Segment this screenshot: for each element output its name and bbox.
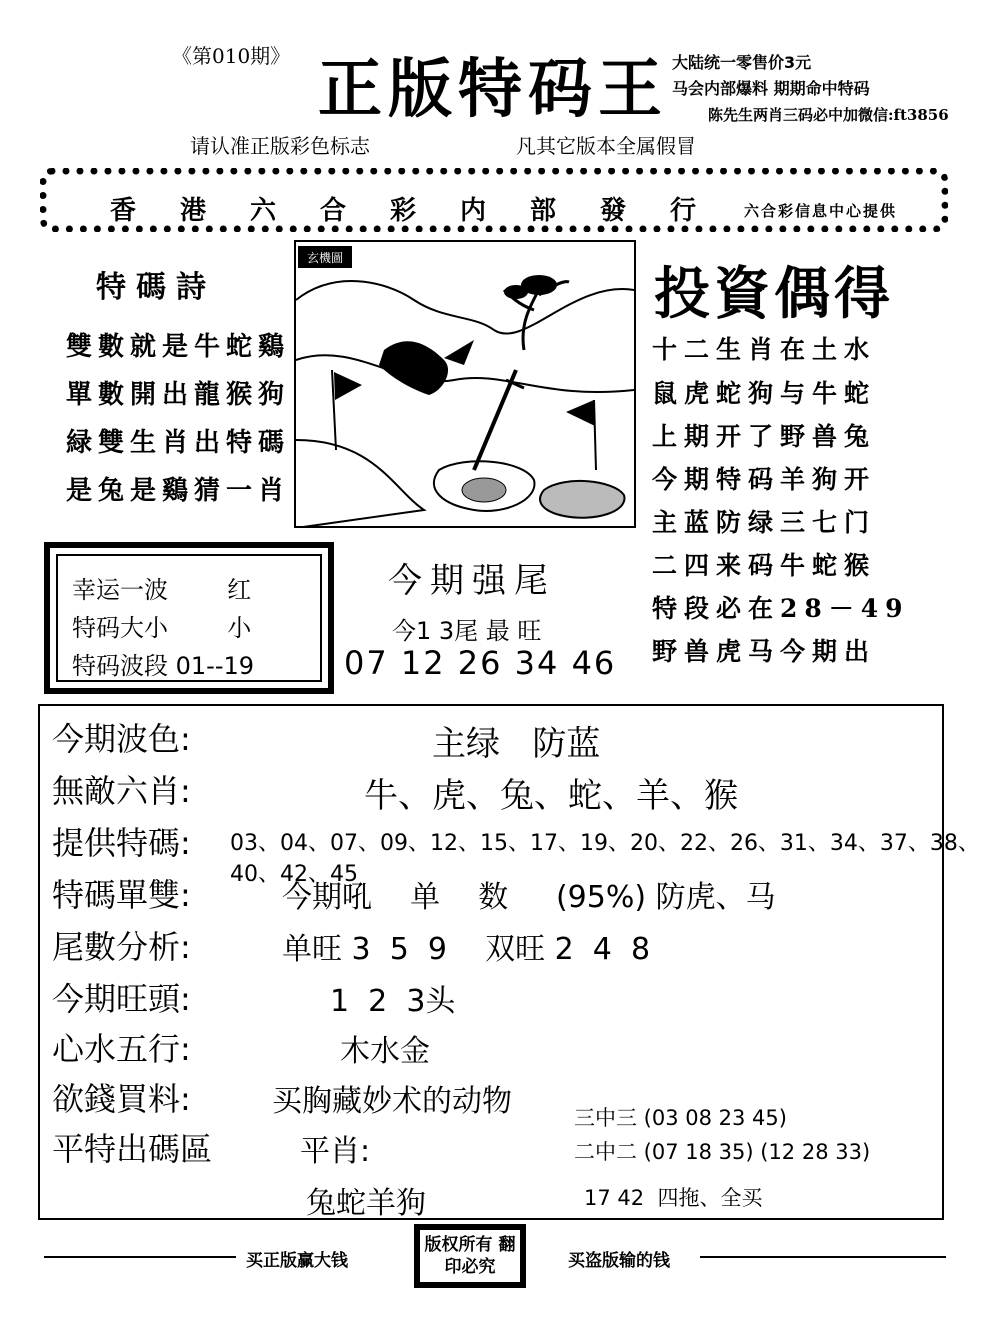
verse-line: 二四来码牛蛇猴 bbox=[652, 551, 877, 580]
flat-zodiac-label: 平肖: bbox=[300, 1134, 371, 1169]
poem-line: 單數開出龍猴狗 bbox=[66, 380, 291, 410]
strong-tail-title: 今期强尾 bbox=[388, 561, 556, 601]
six-zodiac-value: 牛、虎、兔、蛇、羊、猴 bbox=[364, 776, 738, 816]
wechat-contact: 陈先生两肖三码必中加微信:ft3856 bbox=[708, 106, 949, 124]
price-info bbox=[672, 50, 870, 102]
hot-head-label: 今期旺頭: bbox=[52, 980, 191, 1018]
footer-divider-right bbox=[700, 1256, 946, 1258]
verse-line: 鼠虎蛇狗与牛蛇 bbox=[652, 379, 877, 408]
odd-even-value: 今期吼 单 数 (95%) 防虎、马 bbox=[282, 880, 776, 915]
wave-color-label: 今期波色: bbox=[52, 720, 191, 758]
lucky-wave-value: 红 bbox=[227, 576, 252, 604]
banner-text: 香港六合彩内部發行 bbox=[110, 196, 741, 226]
poem-line: 是兔是鷄猜一肖 bbox=[66, 476, 291, 506]
codes-label: 提供特碼: bbox=[52, 824, 191, 862]
tail-analysis-label: 尾數分析: bbox=[52, 928, 191, 966]
drag-combo: 17 42 四拖、全买 bbox=[584, 1186, 763, 1210]
lucky-wave-row bbox=[72, 570, 251, 605]
lucky-wave-label: 幸运一波 bbox=[72, 576, 168, 604]
strong-tail-subtitle: 今1 3尾 最 旺 bbox=[392, 617, 542, 645]
poem-title: 特碼詩 bbox=[96, 270, 216, 305]
mystery-illustration bbox=[294, 240, 636, 528]
footer-slogan-right: 买盗版输的钱 bbox=[568, 1251, 670, 1271]
five-elements-label: 心水五行: bbox=[52, 1030, 191, 1068]
verse-line: 十二生肖在土水 bbox=[652, 335, 877, 364]
banner-source: 六合彩信息中心提供 bbox=[744, 202, 898, 220]
copyright-text: 版权所有 翻印必究 bbox=[424, 1235, 516, 1277]
hot-head-value: 1 2 3头 bbox=[330, 984, 456, 1019]
six-zodiac-label: 無敵六肖: bbox=[52, 772, 191, 810]
poem-line: 緑雙生肖出特碼 bbox=[66, 428, 291, 458]
buy-info-value: 买胸藏妙术的动物 bbox=[272, 1084, 512, 1119]
lucky-size-row bbox=[72, 608, 251, 643]
page-title: 正版特码王 bbox=[318, 52, 668, 127]
buy-info-label: 欲錢買料: bbox=[52, 1080, 191, 1118]
lucky-size-value: 小 bbox=[227, 614, 252, 642]
illustration-label: 玄機圖 bbox=[306, 251, 344, 265]
two-of-two: 二中二 (07 18 35) (12 28 33) bbox=[574, 1140, 871, 1164]
odd-even-label: 特碼單雙: bbox=[52, 876, 191, 914]
codes-value: 03、04、07、09、12、15、17、19、20、22、26、31、34、37、38、40、42、45 bbox=[230, 831, 980, 887]
footer-slogan-left: 买正版赢大钱 bbox=[246, 1251, 348, 1271]
footer-divider-left bbox=[44, 1256, 236, 1258]
slogan-line: 马会内部爆料 期期命中特码 bbox=[672, 79, 870, 98]
five-elements-value: 木水金 bbox=[340, 1034, 430, 1069]
authenticity-note-left: 请认准正版彩色标志 bbox=[190, 134, 370, 158]
issue-number: 《第010期》 bbox=[172, 44, 291, 68]
verse-line: 特段必在28－49 bbox=[652, 594, 910, 623]
authenticity-note-right: 凡其它版本全属假冒 bbox=[516, 134, 696, 158]
lucky-size-label: 特码大小 bbox=[72, 614, 168, 642]
lucky-range-value: 01--19 bbox=[175, 652, 255, 680]
flat-zodiac-value: 兔蛇羊狗 bbox=[306, 1186, 426, 1221]
tail-analysis-value: 单旺 3 5 9 双旺 2 4 8 bbox=[282, 932, 651, 967]
verse-line: 主蓝防绿三七门 bbox=[652, 508, 877, 537]
lucky-range-label: 特码波段 bbox=[72, 652, 168, 680]
verse-line: 上期开了野兽兔 bbox=[652, 422, 877, 451]
verse-line: 野兽虎马今期出 bbox=[652, 637, 877, 666]
investment-title: 投資偶得 bbox=[654, 262, 894, 327]
poem-line: 雙數就是牛蛇鷄 bbox=[66, 332, 291, 362]
strong-tail-numbers: 07 12 26 34 46 bbox=[344, 644, 617, 682]
wave-color-value: 主绿 防蓝 bbox=[432, 724, 601, 764]
flat-code-label: 平特出碼區 bbox=[52, 1130, 213, 1168]
price-line: 大陆统一零售价3元 bbox=[672, 53, 812, 72]
verse-line: 今期特码羊狗开 bbox=[652, 465, 877, 494]
three-of-three: 三中三 (03 08 23 45) bbox=[574, 1106, 787, 1130]
lucky-range-row bbox=[72, 646, 254, 681]
